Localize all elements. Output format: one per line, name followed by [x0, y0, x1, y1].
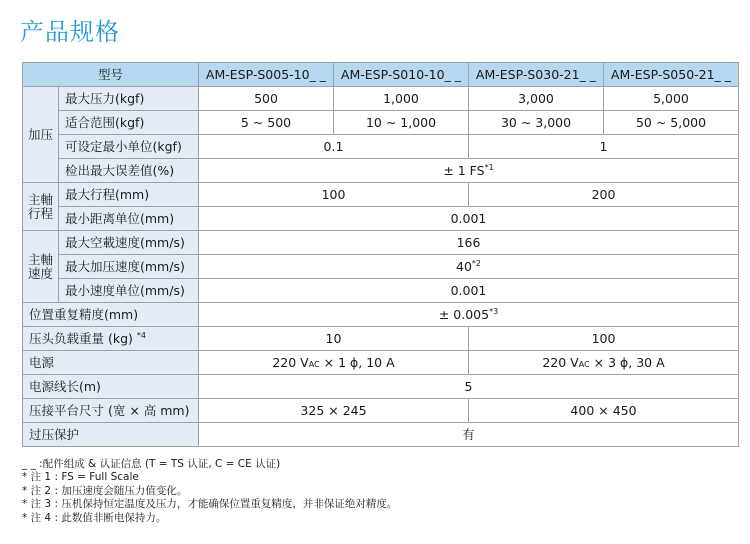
- table-header-row: [23, 63, 739, 87]
- row-label: 检出最大误差值(%): [59, 159, 199, 183]
- table-cell: 5: [199, 375, 739, 399]
- row-label: 电源: [23, 351, 199, 375]
- spec-table: [22, 62, 739, 447]
- row-label: 最大空載速度(mm/s): [59, 231, 199, 255]
- power-ac-sub: AC: [578, 359, 590, 369]
- footnote: * 注 2 : 加压速度会随压力值变化。: [22, 484, 188, 497]
- row-label: 可设定最小单位(kgf): [59, 135, 199, 159]
- footnote: * 注 4 : 此数值非断电保持力。: [22, 511, 167, 524]
- table-cell: 0.1: [199, 135, 469, 159]
- table-row: [23, 351, 739, 375]
- cell-value: ± 0.005: [438, 306, 490, 322]
- table-row: [23, 111, 739, 135]
- power-voltage: 220 V: [542, 354, 579, 370]
- table-cell: 3,000: [469, 87, 604, 111]
- table-cell: 100: [199, 183, 469, 207]
- group-label-pressure: 加压: [23, 87, 59, 183]
- table-cell: 有: [199, 423, 739, 447]
- table-cell: 5 ~ 500: [199, 111, 334, 135]
- row-label-text: 压头负载重量 (kg): [29, 330, 133, 346]
- table-row: [23, 375, 739, 399]
- table-row: [23, 399, 739, 423]
- power-voltage: 220 V: [272, 354, 309, 370]
- table-cell: 166: [199, 231, 739, 255]
- row-label: 压接平台尺寸 (宽 × 高 mm): [23, 399, 199, 423]
- table-cell: 10: [199, 327, 469, 351]
- table-cell: [469, 351, 739, 375]
- table-cell: 1,000: [334, 87, 469, 111]
- cell-value: 40: [456, 258, 472, 274]
- table-cell: 10 ~ 1,000: [334, 111, 469, 135]
- power-ac-sub: AC: [308, 359, 320, 369]
- model-header: AM-ESP-S030-21_ _: [469, 63, 604, 87]
- footnote-mark: *2: [471, 258, 481, 268]
- table-cell: 400 × 450: [469, 399, 739, 423]
- row-label: 适合范围(kgf): [59, 111, 199, 135]
- table-cell: 30 ~ 3,000: [469, 111, 604, 135]
- table-row: [23, 183, 739, 207]
- table-row: [23, 327, 739, 351]
- table-cell: [199, 351, 469, 375]
- table-cell: 50 ~ 5,000: [604, 111, 739, 135]
- table-row: [23, 207, 739, 231]
- table-row: [23, 255, 739, 279]
- row-label: 最小距离单位(mm): [59, 207, 199, 231]
- table-cell: 5,000: [604, 87, 739, 111]
- table-row: [23, 159, 739, 183]
- table-row: [23, 423, 739, 447]
- table-cell: [199, 255, 739, 279]
- table-cell: 500: [199, 87, 334, 111]
- table-row: [23, 303, 739, 327]
- table-cell: 200: [469, 183, 739, 207]
- group-label-speed: 主軸 速度: [23, 231, 59, 303]
- power-phase: × 1 ϕ, 10 A: [319, 354, 395, 370]
- row-label: 最大行程(mm): [59, 183, 199, 207]
- group-label-stroke: 主軸 行程: [23, 183, 59, 231]
- footnote: * 注 1 : FS = Full Scale: [22, 471, 139, 484]
- table-row: [23, 135, 739, 159]
- footnotes: [22, 458, 397, 525]
- model-header: AM-ESP-S005-10_ _: [199, 63, 334, 87]
- table-cell: [199, 303, 739, 327]
- row-label: 位置重复精度(mm): [23, 303, 199, 327]
- footnote-mark: *3: [489, 306, 499, 316]
- table-cell: 325 × 245: [199, 399, 469, 423]
- power-phase: × 3 ϕ, 30 A: [589, 354, 665, 370]
- footnote-mark: *1: [484, 162, 494, 172]
- page-title: 产品规格: [20, 18, 120, 46]
- table-cell: 1: [469, 135, 739, 159]
- row-label: 电源线长(m): [23, 375, 199, 399]
- footnote: * 注 3 : 压机保持恒定温度及压力，才能确保位置重复精度，并非保证绝对精度。: [22, 498, 398, 511]
- footnote: _ _ :配件组成 & 认证信息 (T = TS 认证, C = CE 认证): [22, 458, 281, 470]
- table-row: [23, 87, 739, 111]
- row-label: 最大加压速度(mm/s): [59, 255, 199, 279]
- table-cell: [199, 159, 739, 183]
- table-cell: 100: [469, 327, 739, 351]
- table-row: [23, 279, 739, 303]
- row-label: 过压保护: [23, 423, 199, 447]
- row-label: 最大压力(kgf): [59, 87, 199, 111]
- row-label: [23, 327, 199, 351]
- model-header: AM-ESP-S010-10_ _: [334, 63, 469, 87]
- model-label: 型号: [23, 63, 199, 87]
- footnote-mark: *4: [136, 330, 146, 340]
- table-cell: 0.001: [199, 279, 739, 303]
- cell-value: ± 1 FS: [443, 162, 485, 178]
- table-row: [23, 231, 739, 255]
- table-cell: 0.001: [199, 207, 739, 231]
- row-label: 最小速度单位(mm/s): [59, 279, 199, 303]
- model-header: AM-ESP-S050-21_ _: [604, 63, 739, 87]
